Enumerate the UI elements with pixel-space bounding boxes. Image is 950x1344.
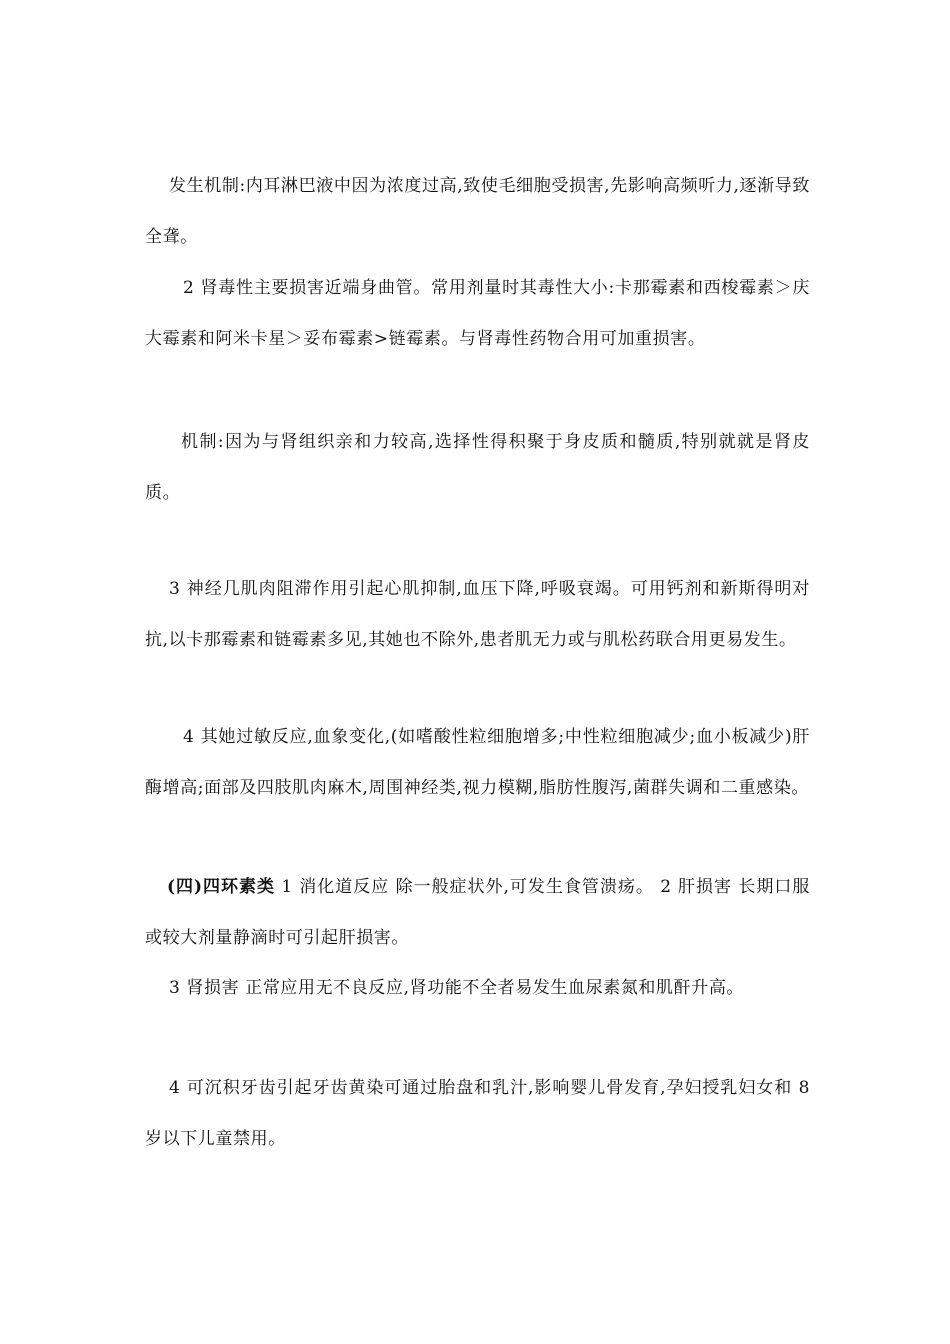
paragraph-neuromuscular (145, 564, 810, 666)
paragraph-text: 2 肾毒性主要损害近端身曲管。常用剂量时其毒性大小:卡那霉素和西梭霉素＞庆大霉素和阿米卡星＞妥布霉素>链霉素。与肾毒性药物合用可加重损害。 (145, 278, 810, 349)
paragraph-teeth (145, 1063, 810, 1165)
paragraph-mechanism (145, 161, 810, 263)
paragraph-renal-damage (145, 963, 810, 1014)
paragraph-renal-mechanism (145, 417, 810, 519)
paragraph-nephrotoxicity (145, 263, 810, 365)
paragraph-text: 机制:因为与肾组织亲和力较高,选择性得积聚于身皮质和髓质,特别就就是肾皮质。 (145, 432, 810, 503)
paragraph-text: 3 肾损害 正常应用无不良反应,肾功能不全者易发生血尿素氮和肌酐升高。 (169, 978, 745, 998)
paragraph-allergy (145, 712, 810, 814)
paragraph-text: 4 可沉积牙齿引起牙齿黄染可通过胎盘和乳汁,影响婴儿骨发育,孕妇授乳妇女和 8 岁以下儿童禁用。 (145, 1078, 810, 1149)
paragraph-text: 3 神经几肌肉阻滞作用引起心肌抑制,血压下降,呼吸衰竭。可用钙剂和新斯得明对抗,以卡那霉素和链霉素多见,其她也不除外,患者肌无力或与肌松药联合用更易发生。 (145, 579, 810, 650)
paragraph-text: 1 消化道反应 除一般症状外,可发生食管溃疡。 2 肝损害 长期口服或较大剂量静滴时可引起肝损害。 (145, 877, 810, 948)
paragraph-tetracyclines (145, 862, 810, 964)
paragraph-text: 4 其她过敏反应,血象变化,(如嗜酸性粒细胞增多;中性粒细胞减少;血小板减少)肝酶增高;面部及四肢肌肉麻木,周围神经类,视力模糊,脂肪性腹泻,菌群失调和二重感染。 (145, 727, 810, 798)
section-heading: (四)四环素类 (167, 877, 276, 897)
paragraph-text: 发生机制:内耳淋巴液中因为浓度过高,致使毛细胞受损害,先影响高频听力,逐渐导致全聋。 (145, 176, 810, 247)
